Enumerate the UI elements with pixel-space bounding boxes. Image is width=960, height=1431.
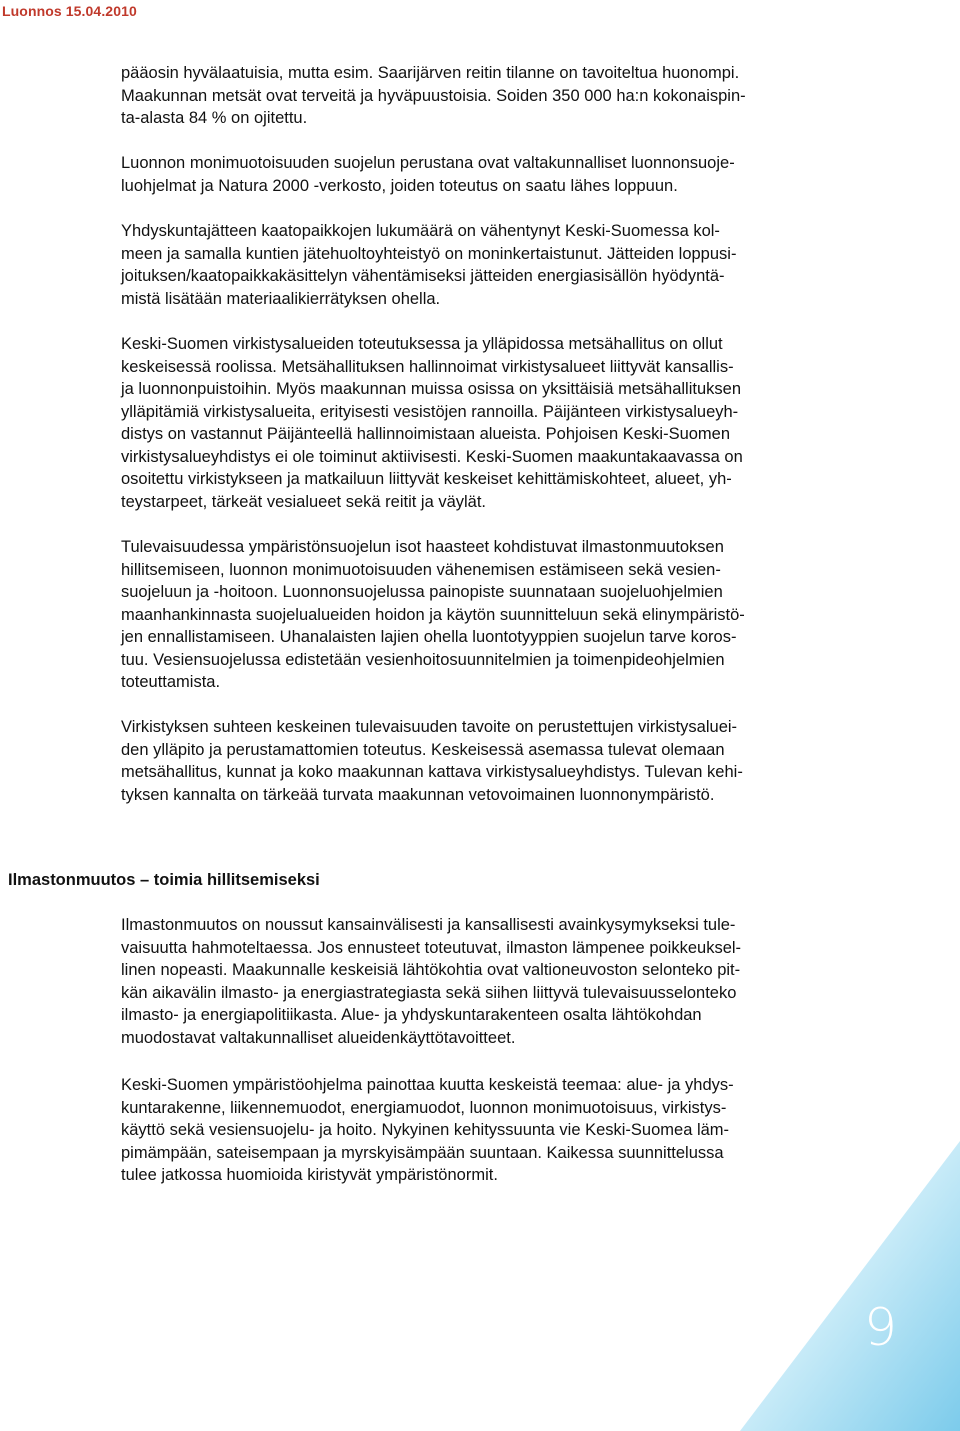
text-line: jen ennallistamiseen. Uhanalaisten lajien ohella luontotyyppien suojelun tarve koros- — [121, 628, 737, 646]
paragraph-waste — [121, 220, 859, 310]
text-line: Yhdyskuntajätteen kaatopaikkojen lukumäärä on vähentynyt Keski-Suomessa kol- — [121, 222, 720, 240]
text-line: Maakunnan metsät ovat terveitä ja hyväpuustoisia. Soiden 350 000 ha:n kokonaispin- — [121, 86, 746, 105]
text-line: Ilmastonmuutos on noussut kansainvälisesti ja kansallisesti avainkysymykseksi tule- — [121, 916, 736, 934]
text-line: mistä lisätään materiaalikierrätyksen ohella. — [121, 289, 441, 308]
page-corner-decoration — [740, 1141, 960, 1431]
header-bar — [0, 0, 960, 28]
text-line: Tulevaisuudessa ympäristönsuojelun isot haasteet kohdistuvat ilmastonmuutoksen — [121, 538, 724, 556]
text-line: tulee jatkossa huomioida kiristyvät ympäristönormit. — [121, 1166, 498, 1184]
text-line: ja luonnonpuistoihin. Myös maakunnan muissa osissa on yksittäisiä metsähallituksen — [121, 380, 741, 398]
text-line: meen ja samalla kuntien jätehuoltoyhteistyö on moninkertaistunut. Jätteiden loppusi- — [121, 244, 737, 263]
text-line: hillitsemiseen, luonnon monimuotoisuuden vähenemisen estämiseen sekä vesien- — [121, 560, 721, 579]
section-heading: Ilmastonmuutos – toimia hillitsemiseksi — [8, 871, 320, 889]
text-line: luohjelmat ja Natura 2000 -verkosto, joiden toteutus on saatu lähes loppuun. — [121, 176, 678, 195]
text-line: den ylläpito ja perustamattomien toteutus. Keskeisessä asemassa tulevat olemaan — [121, 740, 725, 759]
text-line: tuu. Vesiensuojelussa edistetään vesienhoitosuunnitelmien ja toimenpideohjelmien — [121, 650, 725, 669]
page-number: 9 — [864, 1298, 898, 1358]
text-line: vaisuutta hahmoteltaessa. Jos ennusteet toteutuvat, ilmaston lämpenee poikkeuksel- — [121, 938, 742, 957]
paragraph-recreation-areas — [121, 333, 859, 513]
text-line: kuntarakenne, liikennemuodot, energiamuodot, luonnon monimuotoisuus, virkistys- — [121, 1098, 727, 1117]
text-line: Virkistyksen suhteen keskeinen tulevaisuuden tavoite on perustettujen virkistysaluei- — [121, 718, 738, 736]
text-line: ta-alasta 84 % on ojitettu. — [121, 109, 308, 127]
paragraph-climate-change — [121, 914, 859, 1049]
draft-date-label: Luonnos 15.04.2010 — [2, 3, 137, 19]
paragraph-water-forests — [121, 62, 859, 130]
text-line: ylläpitämiä virkistysalueita, erityisesti vesistöjen rannoilla. Päijänteen virkistysalueyh- — [121, 402, 739, 421]
text-line: distys on vastannut Päijänteellä hallinnoimistaan alueista. Pohjoisen Keski-Suomen — [121, 425, 731, 443]
text-line: linen nopeasti. Maakunnalle keskeisiä lähtökohtia ovat valtioneuvoston selonteko pit- — [121, 961, 741, 979]
paragraph-biodiversity — [121, 152, 859, 197]
text-line: pimämpään, sateisempaan ja myrskyisämpään suuntaan. Kaikessa suunnittelussa — [121, 1143, 724, 1162]
text-line: virkistysalueyhdistys ei ole toiminut aktiivisesti. Keski-Suomen maakuntakaavassa on — [121, 447, 743, 466]
text-line: toteuttamista. — [121, 673, 221, 691]
text-line: ilmasto- ja energiapolitiikasta. Alue- ja yhdyskuntarakenteen osalta lähtökohdan — [121, 1006, 702, 1024]
text-line: suojeluun ja -hoitoon. Luonnonsuojelussa painopiste suunnataan suojeluohjelmien — [121, 583, 723, 601]
paragraph-future-challenges — [121, 536, 859, 694]
paragraph-recreation-goals — [121, 716, 859, 806]
text-line: muodostavat valtakunnalliset alueidenkäyttötavoitteet. — [121, 1028, 516, 1047]
text-line: Keski-Suomen virkistysalueiden toteutuksessa ja ylläpidossa metsähallitus on ollut — [121, 335, 723, 353]
text-line: pääosin hyvälaatuisia, mutta esim. Saarijärven reitin tilanne on tavoiteltua huonompi. — [121, 64, 740, 82]
text-line: kän aikavälin ilmasto- ja energiastrategiasta sekä siihen liittyvä tulevaisuusselonteko — [121, 983, 737, 1002]
text-line: Luonnon monimuotoisuuden suojelun perustana ovat valtakunnalliset luonnonsuoje- — [121, 154, 735, 172]
text-line: keskeisessä roolissa. Metsähallituksen hallinnoimat virkistysalueet liittyvät kansallis- — [121, 357, 734, 376]
text-line: Keski-Suomen ympäristöohjelma painottaa kuutta keskeistä teemaa: alue- ja yhdys- — [121, 1076, 734, 1094]
text-line: joituksen/kaatopaikkakäsittelyn vähentämiseksi jätteiden energiasisällön hyödyntä- — [121, 267, 725, 285]
text-line: metsähallitus, kunnat ja koko maakunnan kattava virkistysalueyhdistys. Tulevan kehi- — [121, 763, 743, 781]
text-line: käyttö sekä vesiensuojelu- ja hoito. Nykyinen kehityssuunta vie Keski-Suomea läm- — [121, 1121, 730, 1139]
text-line: teystarpeet, tärkeät vesialueet sekä reitit ja väylät. — [121, 492, 487, 511]
text-line: osoitettu virkistykseen ja matkailuun liittyvät keskeiset kehittämiskohteet, alueet, yh- — [121, 470, 732, 488]
text-line: tyksen kannalta on tärkeää turvata maakunnan vetovoimainen luonnonympäristö. — [121, 785, 715, 804]
text-line: maanhankinnasta suojelualueiden hoidon ja käytön suunnitteluun sekä elinympäristö- — [121, 605, 745, 624]
